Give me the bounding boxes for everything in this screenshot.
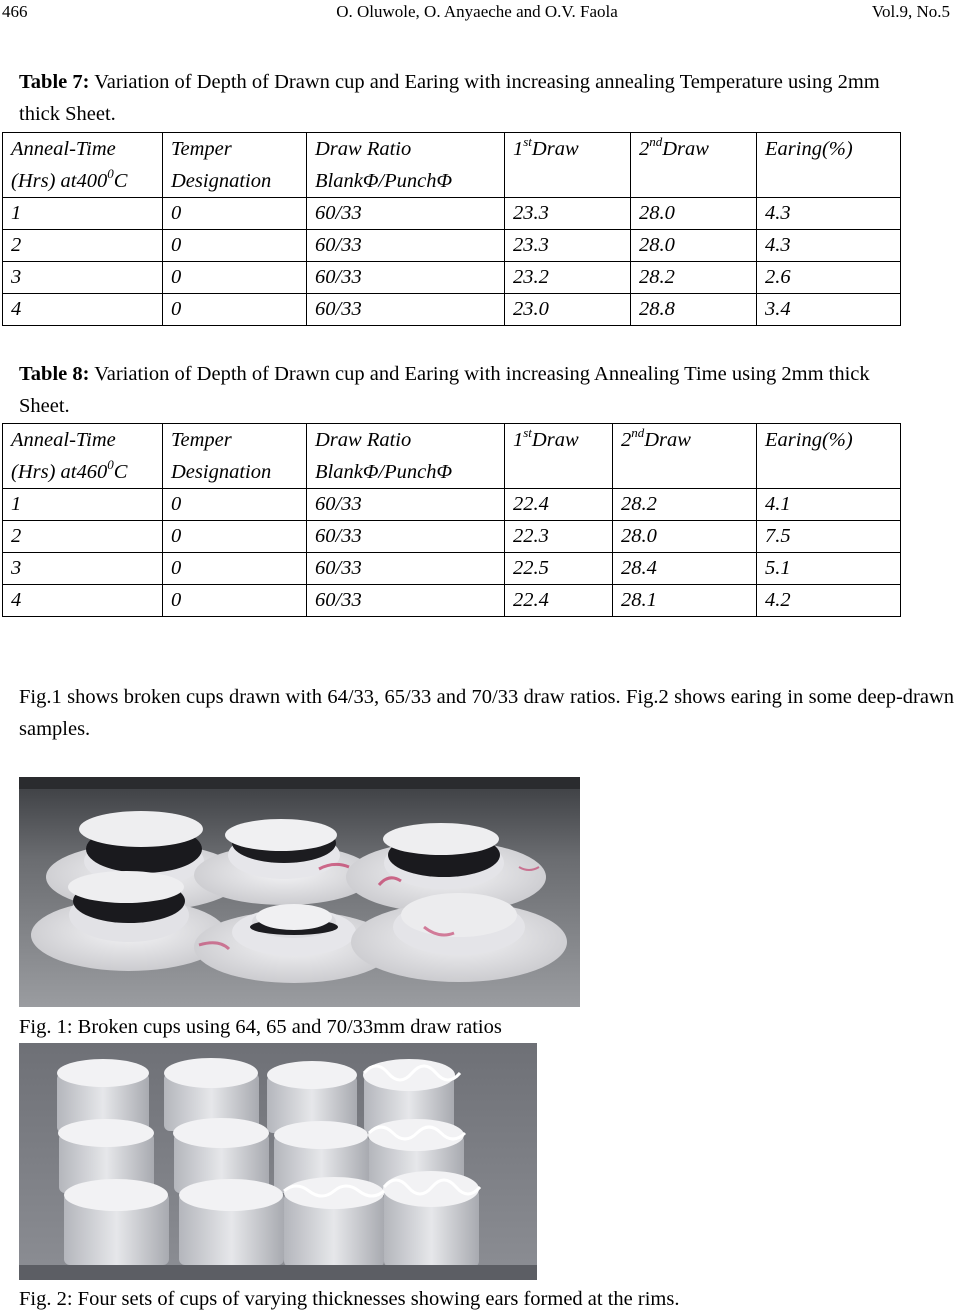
table-cell: 1: [3, 489, 163, 521]
table-row: [3, 294, 901, 326]
figure1-photo: [19, 777, 580, 1007]
table7-caption: [19, 66, 919, 130]
table-cell: 4: [3, 294, 163, 326]
table-row: [3, 198, 901, 230]
table-cell: 60/33: [307, 230, 505, 262]
table-cell: 4.3: [757, 230, 901, 262]
table-cell: 23.2: [505, 262, 631, 294]
table-cell: 0: [163, 553, 307, 585]
running-header: [0, 0, 954, 26]
table-cell: 23.3: [505, 198, 631, 230]
table-cell: 60/33: [307, 489, 505, 521]
table-cell: 60/33: [307, 262, 505, 294]
table-cell: 28.0: [613, 521, 757, 553]
table-cell: 3: [3, 553, 163, 585]
table-cell: 0: [163, 521, 307, 553]
table-cell: 28.2: [631, 262, 757, 294]
table-cell: 2: [3, 230, 163, 262]
table-row: [3, 262, 901, 294]
table8: [2, 423, 901, 617]
table8-header-anneal-time: Anneal-Time (Hrs) $at460^0C$: [3, 424, 163, 489]
table-cell: 23.0: [505, 294, 631, 326]
table7-header-second-draw: 2ndDraw: [631, 133, 757, 198]
table-cell: 2.6: [757, 262, 901, 294]
table7-header-first-draw: 1stDraw: [505, 133, 631, 198]
table-cell: 60/33: [307, 294, 505, 326]
table-cell: 22.3: [505, 521, 613, 553]
table-cell: 4.2: [757, 585, 901, 617]
table-cell: 0: [163, 489, 307, 521]
figure1-caption: Fig. 1: Broken cups using 64, 65 and 70/33mm draw ratios: [19, 1016, 502, 1038]
table-cell: 22.4: [505, 489, 613, 521]
table-cell: 23.3: [505, 230, 631, 262]
table7-header-earing: Earing(%): [757, 133, 901, 198]
table-cell: 0: [163, 198, 307, 230]
table8-header-second-draw: 2ndDraw: [613, 424, 757, 489]
table-cell: 0: [163, 230, 307, 262]
table-cell: 0: [163, 294, 307, 326]
table7: [2, 132, 901, 326]
table7-label: Table 7:: [19, 71, 90, 93]
table-cell: 4: [3, 585, 163, 617]
table-cell: 60/33: [307, 198, 505, 230]
table8-header-row: [3, 424, 901, 489]
table7-header-temper: Temper Designation: [163, 133, 307, 198]
table-cell: 1: [3, 198, 163, 230]
table7-header-row: [3, 133, 901, 198]
table8-header-earing: Earing(%): [757, 424, 901, 489]
table-cell: 28.0: [631, 230, 757, 262]
table-cell: 60/33: [307, 553, 505, 585]
table-cell: 4.3: [757, 198, 901, 230]
body-paragraph: Fig.1 shows broken cups drawn with 64/33, 65/33 and 70/33 draw ratios. Fig.2 shows earing in some deep-drawn samples.: [19, 686, 954, 740]
table7-header-anneal-time: Anneal-Time (Hrs) $at400^0C$: [3, 133, 163, 198]
table-cell: 22.5: [505, 553, 613, 585]
table-cell: 5.1: [757, 553, 901, 585]
table-cell: 4.1: [757, 489, 901, 521]
table-row: [3, 489, 901, 521]
table8-caption-text: Variation of Depth of Drawn cup and Earing with increasing Annealing Time using 2mm thick Sheet.: [19, 363, 870, 417]
table-cell: 22.4: [505, 585, 613, 617]
table-row: [3, 553, 901, 585]
table-row: [3, 585, 901, 617]
table7-caption-text: Variation of Depth of Drawn cup and Earing with increasing annealing Temperature using 2mm thick Sheet.: [19, 71, 880, 125]
figure2-photo: [19, 1043, 537, 1280]
table8-header-first-draw: 1stDraw: [505, 424, 613, 489]
table-cell: 0: [163, 262, 307, 294]
table8-header-draw-ratio: Draw Ratio BlankΦ/PunchΦ: [307, 424, 505, 489]
table-cell: 28.4: [613, 553, 757, 585]
figure2-caption: Fig. 2: Four sets of cups of varying thicknesses showing ears formed at the rims.: [19, 1288, 680, 1310]
table8-header-temper: Temper Designation: [163, 424, 307, 489]
table-cell: 28.8: [631, 294, 757, 326]
table-cell: 2: [3, 521, 163, 553]
table-row: [3, 230, 901, 262]
table-cell: 28.1: [613, 585, 757, 617]
table7-header-draw-ratio: Draw Ratio BlankΦ/PunchΦ: [307, 133, 505, 198]
page-number: 466: [2, 2, 28, 21]
table-cell: 60/33: [307, 521, 505, 553]
table-cell: 0: [163, 585, 307, 617]
table8-label: Table 8:: [19, 363, 90, 385]
table-cell: 3.4: [757, 294, 901, 326]
header-authors: O. Oluwole, O. Anyaeche and O.V. Faola: [336, 2, 618, 21]
header-volume: Vol.9, No.5: [871, 2, 950, 21]
table-row: [3, 521, 901, 553]
table-cell: 28.0: [631, 198, 757, 230]
table-cell: 3: [3, 262, 163, 294]
table-cell: 7.5: [757, 521, 901, 553]
table-cell: 28.2: [613, 489, 757, 521]
table-cell: 60/33: [307, 585, 505, 617]
table8-caption: [19, 358, 919, 422]
